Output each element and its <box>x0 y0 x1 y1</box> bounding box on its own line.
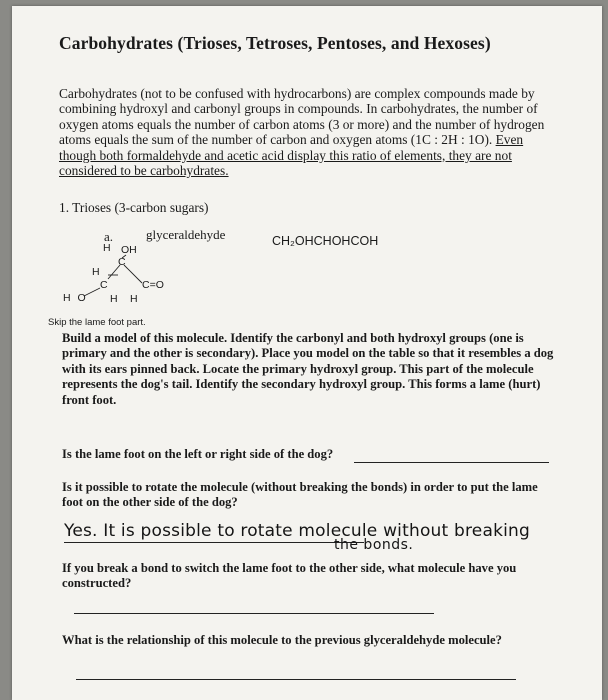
handwritten-answer-line2: the bonds. <box>334 537 414 553</box>
worksheet-page <box>12 6 602 700</box>
bond-c-o <box>84 288 100 296</box>
molecule-name: glyceraldehyde <box>146 227 226 242</box>
question-rotate-molecule: Is it possible to rotate the molecule (without breaking the bonds) in order to put the lame foot on the other side of the dog? <box>62 480 538 510</box>
question-break-bond: If you break a bond to switch the lame foot to the other side, what molecule have you constructed? <box>62 561 517 591</box>
intro-text: Carbohydrates (not to be confused with hydrocarbons) are complex compounds made by combining hydroxyl and carbonyl groups in compounds. In carbohydrates, the number of oxygen atoms equals the number of carbon atoms (3 or more) and the number of hydrogen atoms equals the sum of the number of carbon and oxygen atoms (1C : 2H : 1O). <box>59 86 545 148</box>
atom-h-bottom-2: H <box>130 293 138 305</box>
atom-h-left: H <box>92 266 100 278</box>
instructions-paragraph: Build a model of this molecule. Identify the carbonyl and both hydroxyl groups (one is primary and the other is secondary). Place you model on the table so that it resembles a dog with its ears pinned back. Locate the primary hydroxyl group. This part of the molecule represents the dog's tail. Identify the secondary hydroxyl group. This forms a lame (hurt) front foot. <box>62 331 554 407</box>
atom-c-center: C <box>118 256 126 268</box>
page-title: Carbohydrates (Trioses, Tetroses, Pentoses, and Hexoses) <box>59 33 491 53</box>
molecule-item-letter: a. <box>104 229 114 244</box>
molecule-bonds <box>12 6 602 326</box>
answer-line-1 <box>354 462 549 463</box>
answer-line-3 <box>74 613 434 614</box>
bond-c-oh <box>122 255 126 258</box>
atom-oh-top: OH <box>121 244 137 256</box>
atom-h-top: H <box>103 242 111 254</box>
atom-h-bottom-1: H <box>110 293 118 305</box>
question-lame-foot-side: Is the lame foot on the left or right side of the dog? <box>62 447 334 461</box>
molecule-formula: CH₂OHCHOHCOH <box>272 234 379 248</box>
answer-line-4 <box>76 679 516 680</box>
atom-c-left: C <box>100 279 108 291</box>
section-heading-trioses: 1. Trioses (3-carbon sugars) <box>59 200 209 215</box>
atom-carbonyl: C=O <box>142 279 164 291</box>
atom-ho: H O <box>63 292 88 304</box>
skip-note: Skip the lame foot part. <box>48 317 146 328</box>
handwritten-answer-line1: Yes. It is possible to rotate molecule without breaking <box>64 521 530 541</box>
answer-line-2 <box>64 542 364 543</box>
bond-c-carbonyl <box>124 265 142 283</box>
bond-c-c-left <box>108 265 120 279</box>
question-relationship: What is the relationship of this molecule to the previous glyceraldehyde molecule? <box>62 633 502 647</box>
intro-underlined-text: Even though both formaldehyde and acetic acid display this ratio of elements, they are not considered to be carbohydrates. <box>59 132 524 179</box>
